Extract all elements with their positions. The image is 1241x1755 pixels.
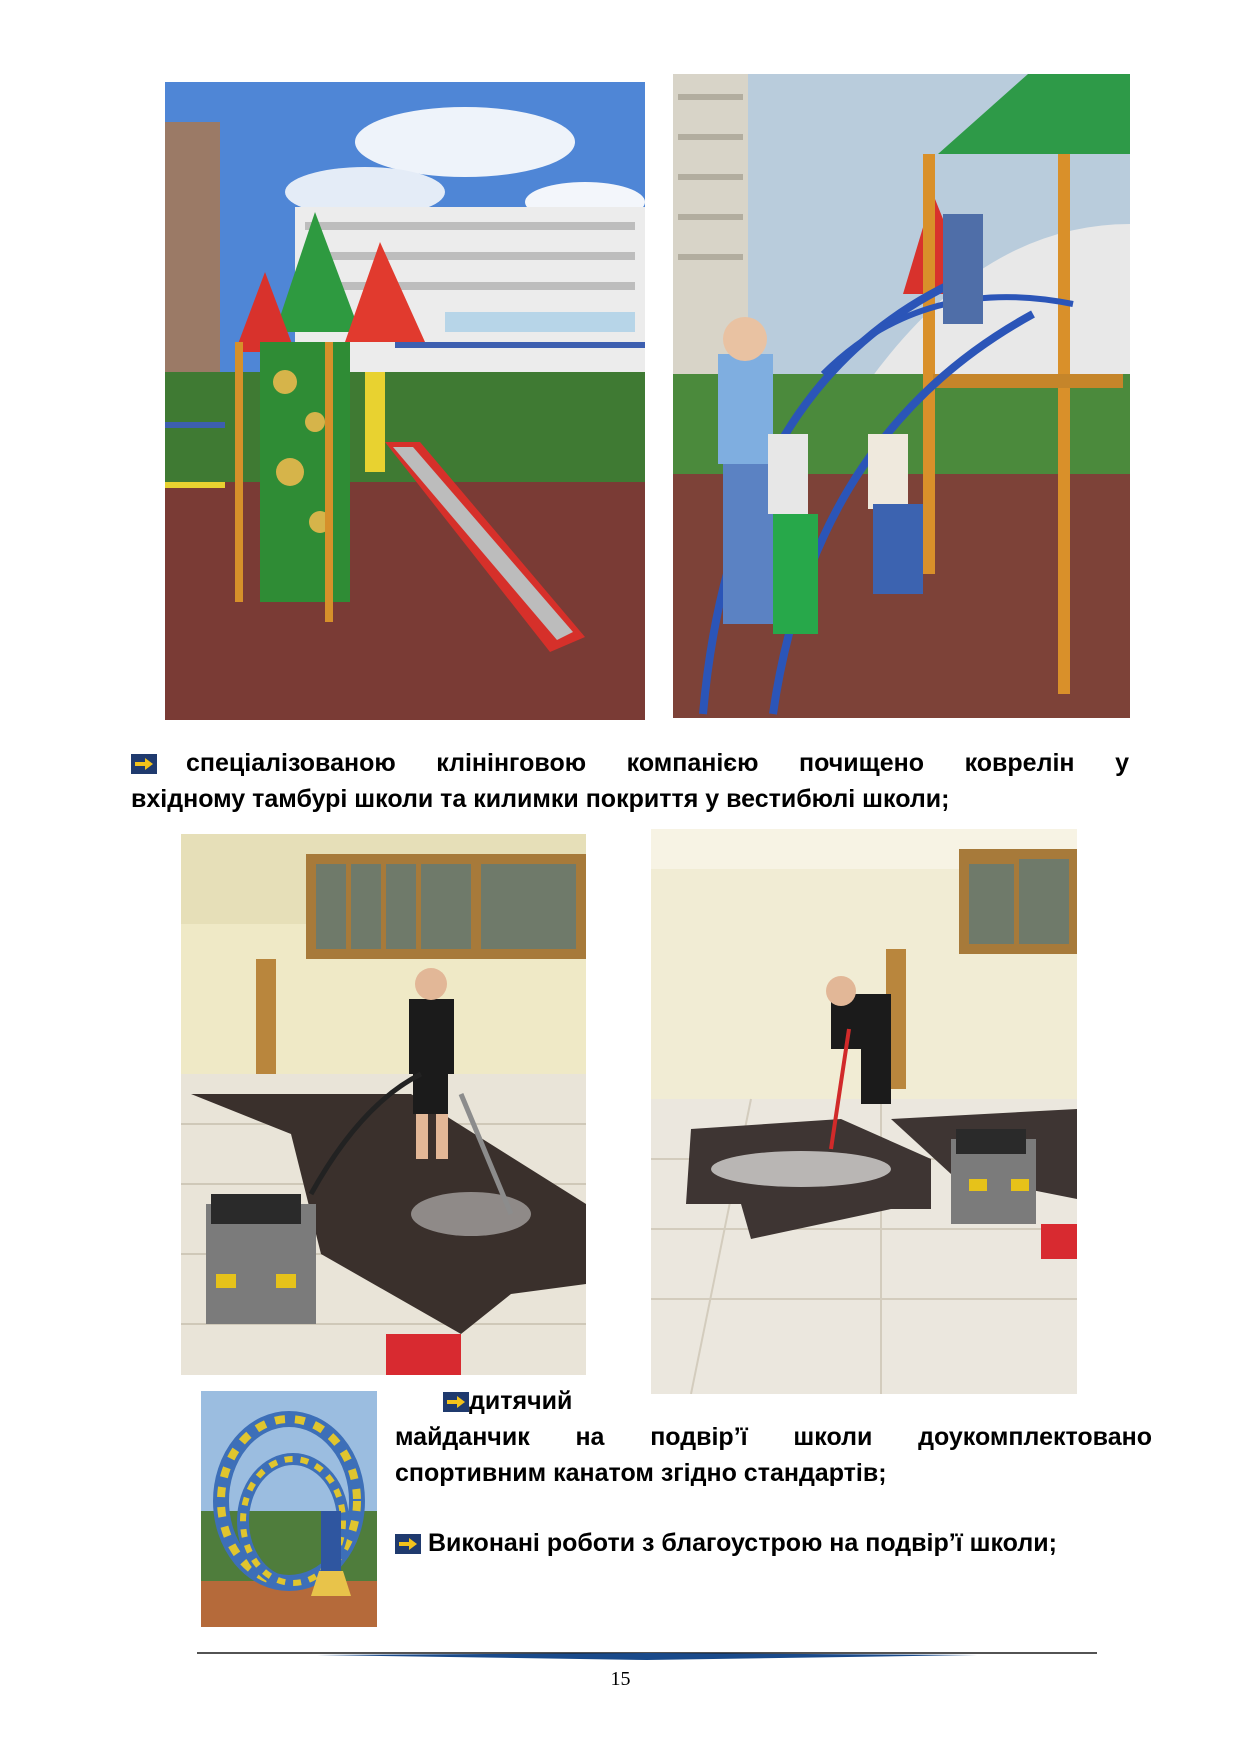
bullet-rope-line1 [443, 1383, 743, 1419]
arrow-right-icon [131, 754, 157, 774]
bullet-carpet-cleaning-line1 [131, 745, 1129, 781]
landscaping-text: Виконані роботи з благоустрою на подвір’ї школи; [427, 1529, 1057, 1557]
rope-text-3: спортивним канатом згідно стандартів; [395, 1459, 887, 1487]
photo-playground-slide [165, 82, 645, 720]
rope-text-1: дитячий [469, 1387, 573, 1415]
photo-carpet-cleaning-1 [181, 834, 586, 1375]
bullet-carpet-cleaning-line2 [131, 781, 1129, 817]
carpet-cleaning-text-1: спеціалізованою клінінговою компанією почищено коврелін у [186, 749, 1129, 777]
photo-sports-rope [201, 1391, 377, 1627]
page-number: 15 [610, 1668, 631, 1690]
carpet-cleaning-text-2: вхідному тамбурі школи та килимки покриття у вестибюлі школи; [131, 785, 950, 813]
bullet-rope-line3 [395, 1455, 1152, 1491]
bullet-rope-line2 [395, 1419, 1152, 1455]
arrow-right-icon [395, 1534, 421, 1554]
bullet-landscaping [395, 1525, 1152, 1561]
photo-carpet-cleaning-2 [651, 829, 1077, 1394]
rope-text-2: майданчик на подвір’ї школи доукомплектовано [395, 1423, 1152, 1451]
photo-children-climbing [673, 74, 1130, 718]
footer-divider [197, 1648, 1097, 1658]
arrow-right-icon [443, 1392, 469, 1412]
